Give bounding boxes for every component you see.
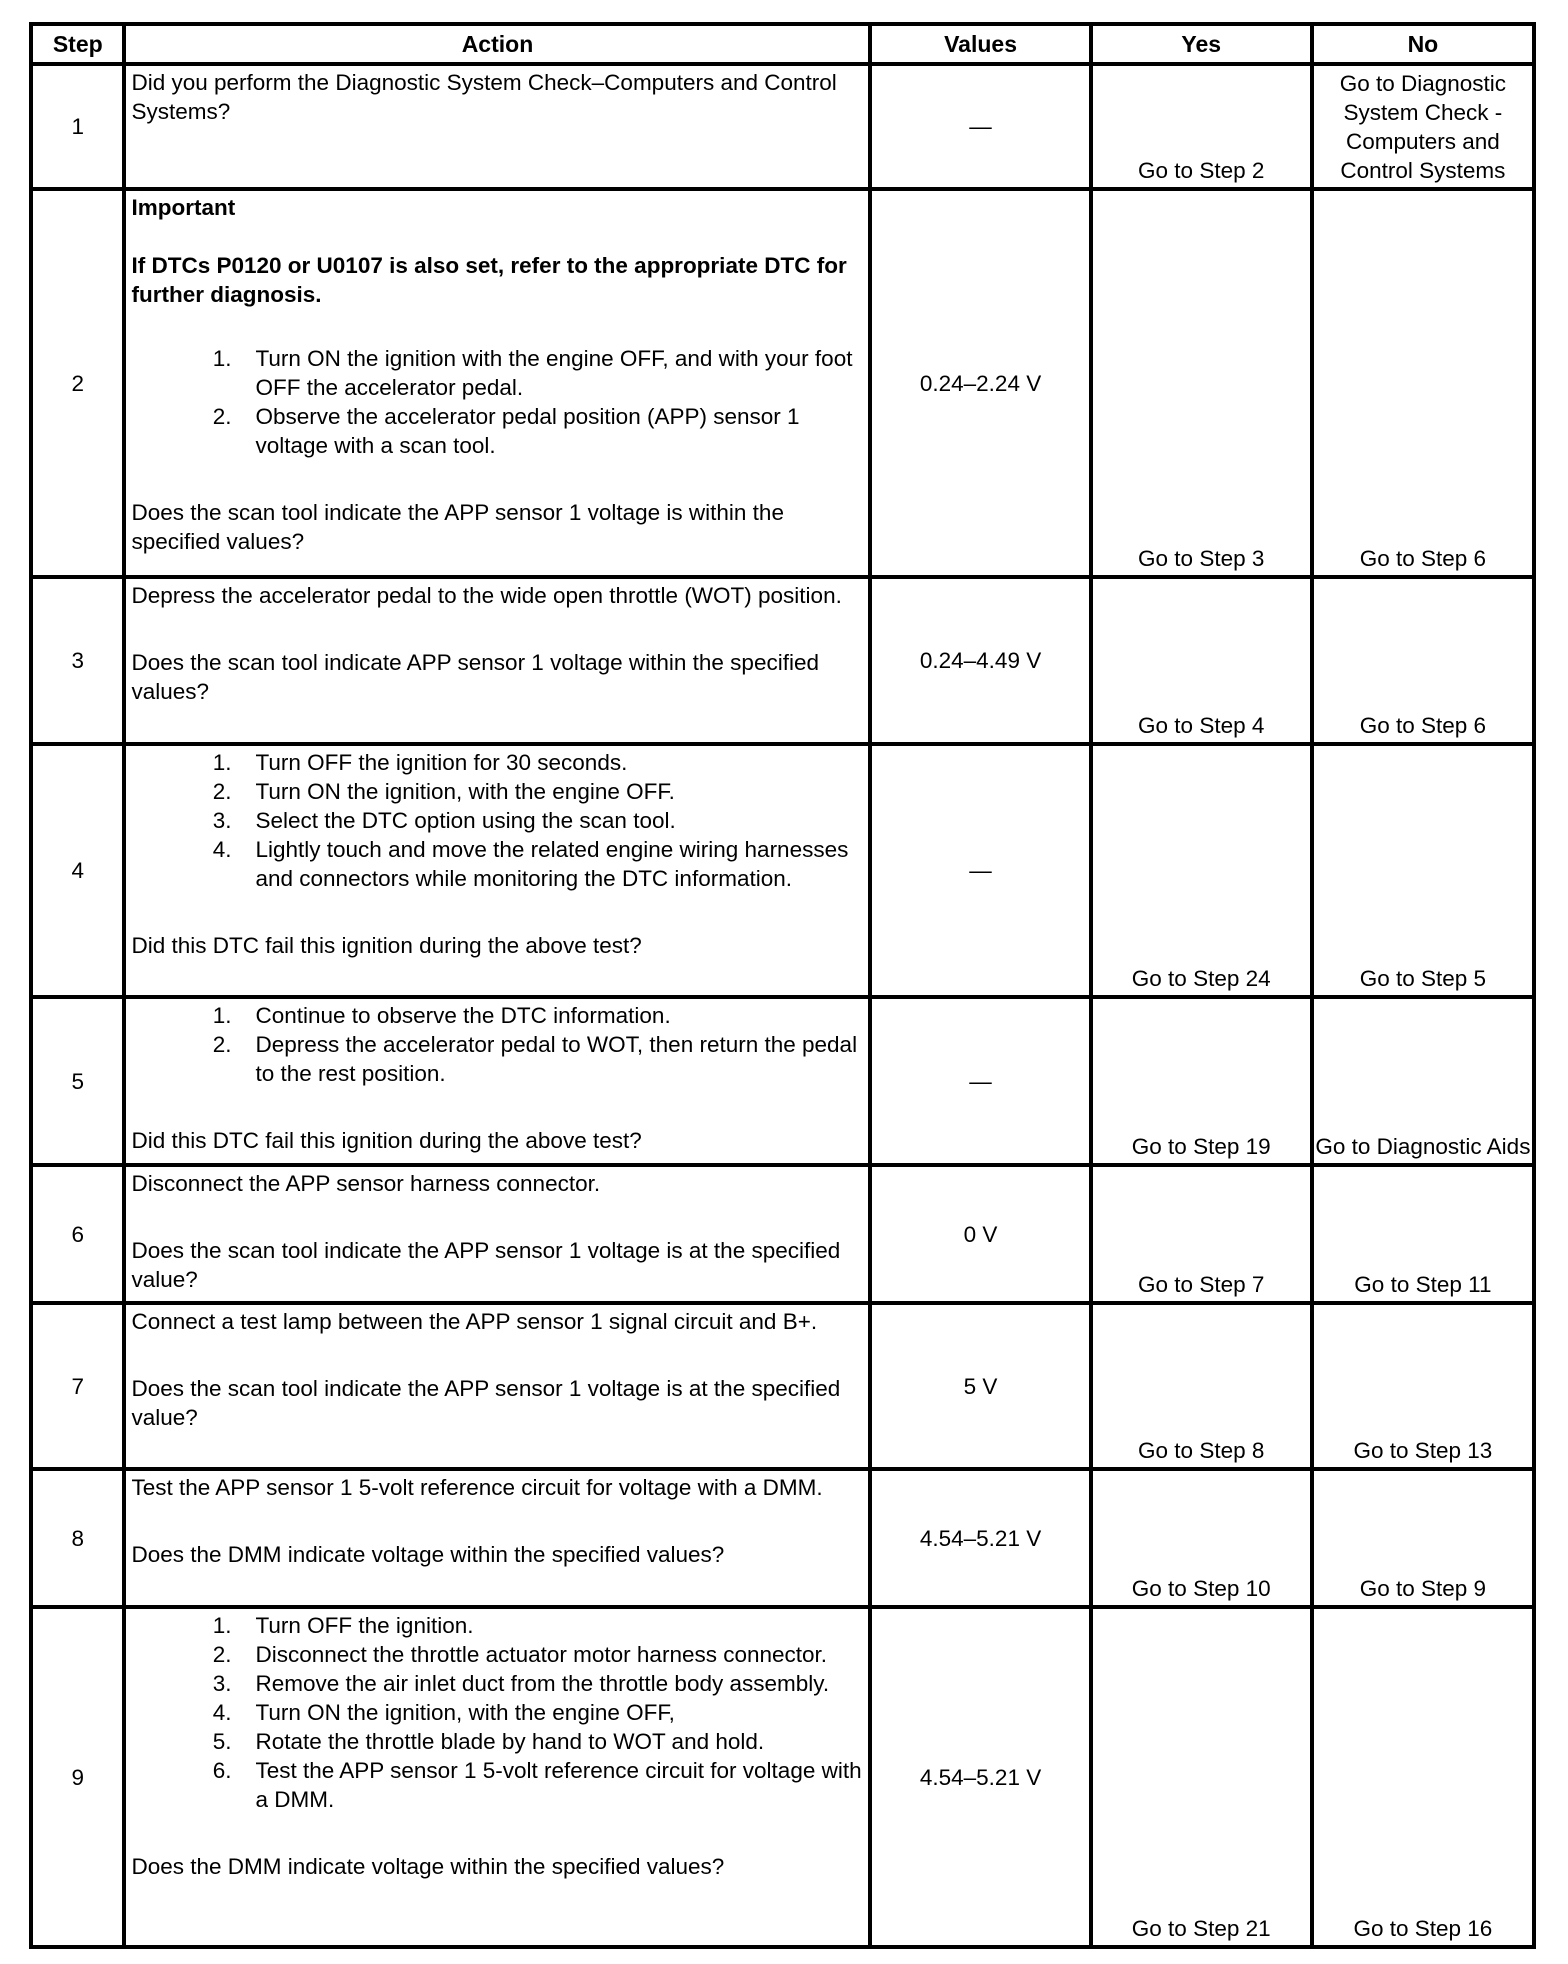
action-question: Does the scan tool indicate the APP sensor 1 voltage is at the specified value? [131,1376,841,1430]
yes-cell: Go to Step 10 [1091,1469,1312,1607]
value-cell: 0.24–4.49 V [870,577,1090,744]
table-row [31,1303,1534,1469]
action-steps [131,748,864,893]
table-row [31,1607,1534,1947]
list-item: 2. Depress the accelerator pedal to WOT, then return the pedal to the rest position. [212,1032,858,1086]
header-yes: Yes [1091,24,1312,64]
table-row [31,64,1534,189]
table-row [31,577,1534,744]
step-number: 8 [31,1469,124,1607]
important-title: Important [131,195,236,220]
list-item: 1. Turn ON the ignition with the engine OFF, and with your foot OFF the accelerator pedal. [212,346,853,400]
action-cell [124,1303,870,1469]
list-item: 3. Remove the air inlet duct from the throttle body assembly. [212,1671,830,1696]
header-no: No [1312,24,1534,64]
yes-cell: Go to Step 4 [1091,577,1312,744]
no-cell: Go to Diagnostic System Check - Computers and Control Systems [1312,64,1534,189]
list-item: 1. Turn OFF the ignition for 30 seconds. [212,750,628,775]
action-steps [131,1001,864,1088]
value-cell: 4.54–5.21 V [870,1607,1090,1947]
action-cell [124,1469,870,1607]
action-question: Does the scan tool indicate the APP sensor 1 voltage is at the specified value? [131,1238,841,1292]
action-cell [124,744,870,997]
yes-cell: Go to Step 24 [1091,744,1312,997]
yes-cell: Go to Step 21 [1091,1607,1312,1947]
step-number: 1 [31,64,124,189]
diagnostic-table-page [29,22,1536,1949]
no-cell: Go to Step 16 [1312,1607,1534,1947]
yes-cell: Go to Step 7 [1091,1165,1312,1303]
yes-cell: Go to Step 2 [1091,64,1312,189]
table-row [31,997,1534,1165]
header-step: Step [31,24,124,64]
action-cell [124,64,870,189]
action-question: Did this DTC fail this ignition during the above test? [131,1128,642,1153]
no-cell: Go to Step 11 [1312,1165,1534,1303]
value-cell: 0 V [870,1165,1090,1303]
action-text: Disconnect the APP sensor harness connector. [131,1171,601,1196]
list-item: 2. Disconnect the throttle actuator motor harness connector. [212,1642,828,1667]
action-question: Did this DTC fail this ignition during the above test? [131,933,642,958]
action-cell [124,577,870,744]
value-cell: — [870,64,1090,189]
no-cell: Go to Step 13 [1312,1303,1534,1469]
value-cell: 4.54–5.21 V [870,1469,1090,1607]
no-cell: Go to Step 6 [1312,189,1534,577]
step-number: 4 [31,744,124,997]
important-text: If DTCs P0120 or U0107 is also set, refer to the appropriate DTC for further diagnosis. [131,253,847,307]
list-item: 5. Rotate the throttle blade by hand to WOT and hold. [212,1729,765,1754]
action-cell [124,189,870,577]
list-item: 2. Observe the accelerator pedal position (APP) sensor 1 voltage with a scan tool. [212,404,800,458]
no-cell: Go to Step 5 [1312,744,1534,997]
header-action: Action [124,24,870,64]
action-text: Connect a test lamp between the APP sensor 1 signal circuit and B+. [131,1309,818,1334]
yes-cell: Go to Step 3 [1091,189,1312,577]
value-cell: — [870,997,1090,1165]
action-steps [131,1611,864,1814]
action-steps [131,344,864,460]
value-cell: — [870,744,1090,997]
table-row [31,744,1534,997]
action-cell [124,1165,870,1303]
list-item: 3. Select the DTC option using the scan tool. [212,808,676,833]
list-item: 2. Turn ON the ignition, with the engine OFF. [212,779,675,804]
step-number: 9 [31,1607,124,1947]
action-question: Does the scan tool indicate the APP sensor 1 voltage is within the specified values? [131,500,784,554]
header-values: Values [870,24,1090,64]
action-text: Test the APP sensor 1 5-volt reference circuit for voltage with a DMM. [131,1475,823,1500]
no-cell: Go to Step 9 [1312,1469,1534,1607]
action-cell [124,1607,870,1947]
step-number: 6 [31,1165,124,1303]
list-item: 4. Turn ON the ignition, with the engine OFF, [212,1700,675,1725]
list-item: 1. Continue to observe the DTC information. [212,1003,671,1028]
action-text: Did you perform the Diagnostic System Check–Computers and Control Systems? [131,70,837,124]
step-number: 3 [31,577,124,744]
action-question: Does the DMM indicate voltage within the specified values? [131,1854,725,1879]
list-item: 1. Turn OFF the ignition. [212,1613,474,1638]
step-number: 5 [31,997,124,1165]
step-number: 2 [31,189,124,577]
list-item: 4. Lightly touch and move the related engine wiring harnesses and connectors while monitoring the DTC information. [212,837,849,891]
action-question: Does the DMM indicate voltage within the specified values? [131,1542,725,1567]
table-row [31,1165,1534,1303]
table-row [31,189,1534,577]
action-question: Does the scan tool indicate APP sensor 1 voltage within the specified values? [131,650,819,704]
yes-cell: Go to Step 8 [1091,1303,1312,1469]
table-row [31,1469,1534,1607]
no-cell: Go to Step 6 [1312,577,1534,744]
action-text: Depress the accelerator pedal to the wide open throttle (WOT) position. [131,583,842,608]
table-header-row [31,24,1534,64]
yes-cell: Go to Step 19 [1091,997,1312,1165]
value-cell: 0.24–2.24 V [870,189,1090,577]
action-cell [124,997,870,1165]
no-cell: Go to Diagnostic Aids [1312,997,1534,1165]
value-cell: 5 V [870,1303,1090,1469]
diagnostic-table [29,22,1536,1949]
step-number: 7 [31,1303,124,1469]
list-item: 6. Test the APP sensor 1 5-volt reference circuit for voltage with a DMM. [212,1758,862,1812]
